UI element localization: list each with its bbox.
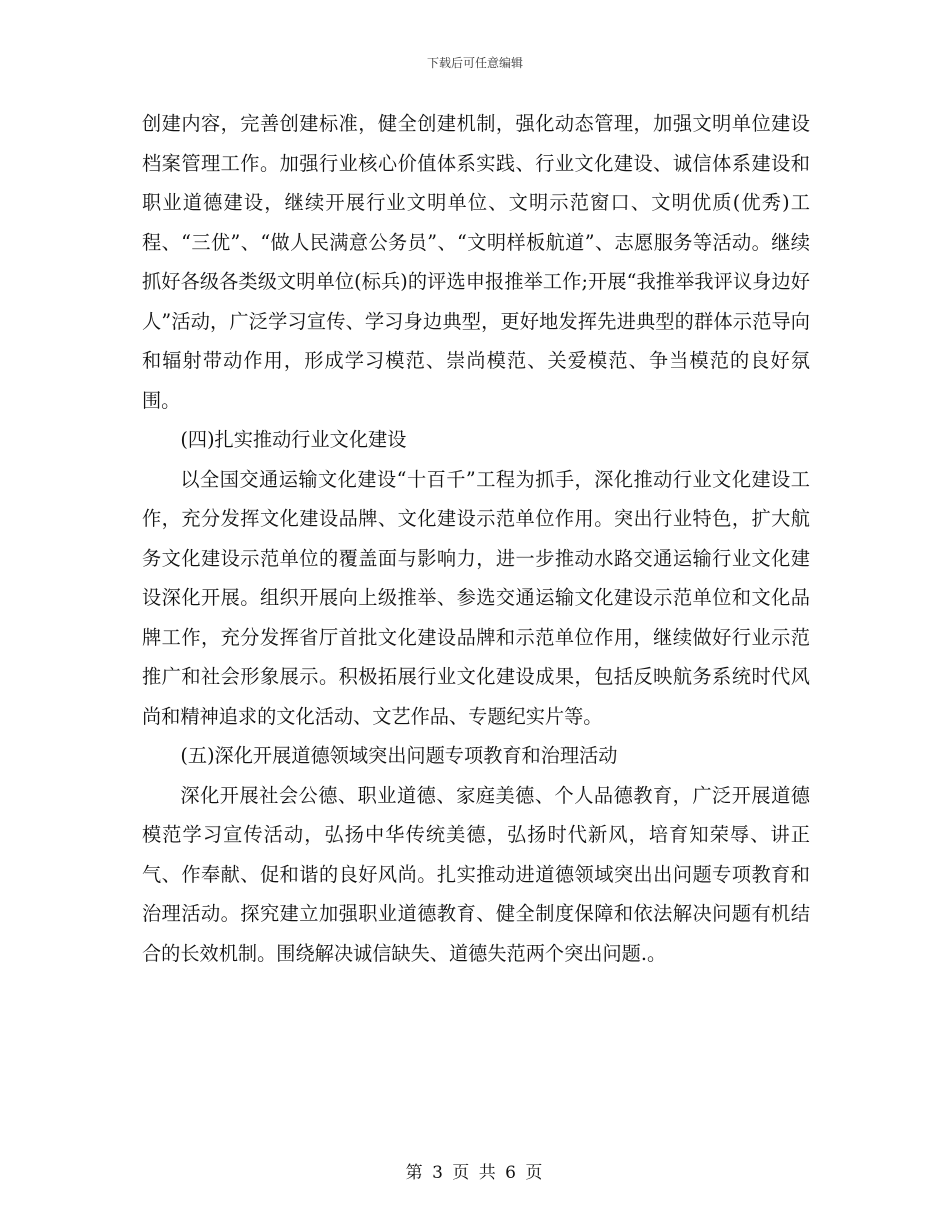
page-number-footer: 第 3 页 共 6 页: [405, 1163, 545, 1183]
section-heading-5: (五)深化开展道德领域突出问题专项教育和治理活动: [180, 744, 618, 767]
paragraph-culture: 以全国交通运输文化建设“十百千”工程为抓手，深化推动行业文化建设工作，充分发挥文化建设品牌、文化建设示范单位作用。突出行业特色，扩大航务文化建设示范单位的覆盖面与影响力，进一步推动水路交通运输行业文化建设深化开展。组织开展向上级推举、参选交通运输文化建设示范单位和文化品牌工作，充分发挥省厅首批文化建设品牌和示范单位作用，继续做好行业示范推广和社会形象展示。积极拓展行业文化建设成果，包括反映航务系统时代风尚和精神追求的文化活动、文艺作品、专题纪实片等。: [142, 467, 810, 728]
page-header: 下载后可任意编辑: [426, 56, 523, 70]
document-body: [142, 104, 810, 973]
paragraph-ethics: 深化开展社会公德、职业道德、家庭美德、个人品德教育，广泛开展道德模范学习宣传活动，弘扬中华传统美德，弘扬时代新风，培育知荣辱、讲正气、作奉献、促和谐的良好风尚。扎实推动进道德领域突出出问题专项教育和治理活动。探究建立加强职业道德教育、健全制度保障和依法解决问题有机结合的长效机制。围绕解决诚信缺失、道德失范两个突出问题.。: [142, 783, 810, 965]
section-heading-4: (四)扎实推动行业文化建设: [180, 428, 407, 451]
paragraph-continuation: 创建内容，完善创建标准，健全创建机制，强化动态管理，加强文明单位建设档案管理工作。加强行业核心价值体系实践、行业文化建设、诚信体系建设和职业道德建设，继续开展行业文明单位、文明示范窗口、文明优质(优秀)工程、“三优”、“做人民满意公务员”、“文明样板航道”、志愿服务等活动。继续抓好各级各类级文明单位(标兵)的评选申报推举工作;开展“我推举我评议身边好人”活动，广泛学习宣传、学习身边典型，更好地发挥先进典型的群体示范导向和辐射带动作用，形成学习模范、崇尚模范、关爱模范、争当模范的良好氛围。: [142, 112, 810, 412]
